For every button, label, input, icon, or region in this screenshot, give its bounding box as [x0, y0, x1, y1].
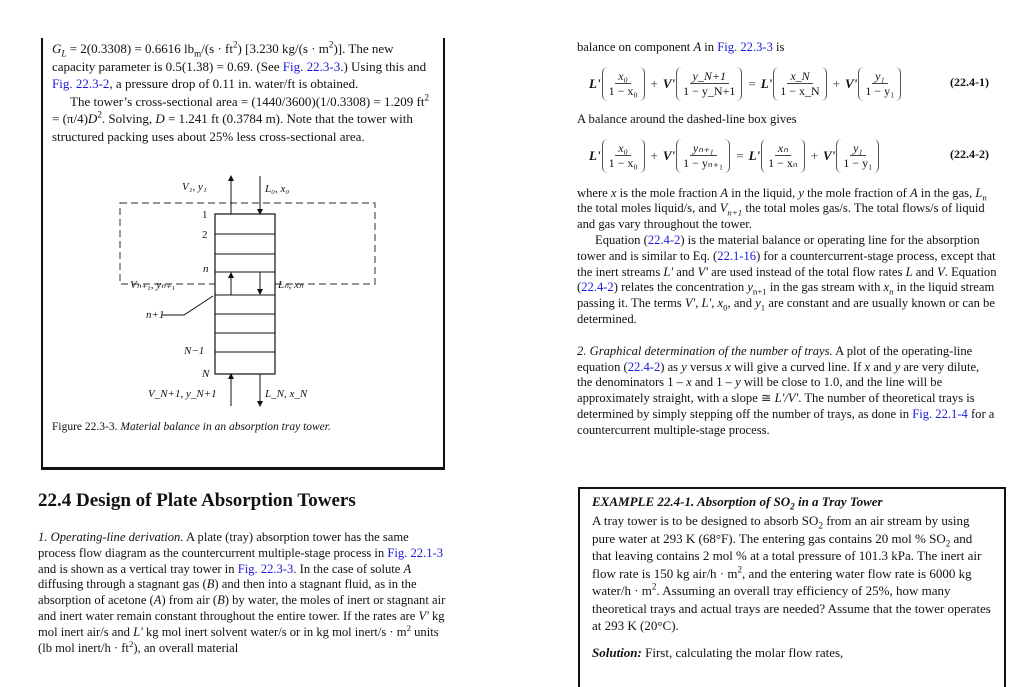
symbol: A	[153, 593, 162, 608]
text: and 1 –	[691, 375, 736, 390]
text: balance on component	[577, 40, 694, 54]
text: , and	[727, 296, 756, 311]
text: are very dilute, the denominators 1 –	[577, 359, 980, 390]
symbol: y	[735, 375, 741, 390]
symbol: D	[87, 111, 98, 126]
text: = 1.241 ft (0.3784 m). Note that the tower with structured packing uses about 25% less cross-sectional area.	[52, 111, 413, 144]
example-heading	[592, 494, 883, 510]
dashed-box-text: A balance around the dashed-line box gives	[577, 111, 797, 126]
subscript: n+1	[727, 207, 743, 218]
link-fig-22-3-3[interactable]: Fig. 22.3-3	[282, 58, 341, 74]
subscript: 2	[945, 538, 951, 549]
symbol: L'	[701, 296, 712, 311]
text: units (lb mol inert/h · ft	[38, 624, 439, 655]
example-body	[592, 512, 994, 635]
text: from an air stream by using pure water at 293 K (68°F). The entering gas contains 20 mol % SO	[592, 513, 970, 546]
text: )]. The new capacity parameter is 0.5(1.38) = 0.69. (See	[52, 41, 394, 74]
coefficient: L'	[589, 75, 601, 91]
label-lN-xN: L_N, x_N	[265, 388, 308, 400]
text: ) for a countercurrent-stage process, except that the inert streams	[577, 248, 996, 279]
symbol: y	[747, 280, 753, 295]
text: . Assuming an overall tray efficiency of 25%, how many theoretical trays and actual trays are needed? Assume that the tower operates at 293 K (20°C).	[592, 583, 991, 633]
text: kg mol inert solvent water/s or in kg mol inert/s · m	[142, 624, 407, 639]
coefficient: V'	[823, 147, 836, 163]
coefficient: L'	[748, 147, 761, 163]
subscript: n	[889, 286, 894, 297]
coefficient: L'	[589, 147, 601, 163]
text: ,	[695, 296, 702, 311]
label-tray-N-minus-1: N−1	[184, 345, 205, 357]
symbol: V'	[684, 296, 696, 311]
coefficient: V'	[845, 75, 858, 91]
text: and	[870, 359, 895, 374]
label-tray-2: 2	[202, 229, 208, 241]
text: where	[577, 185, 611, 200]
text: . Solving,	[101, 111, 156, 126]
text: ) as	[660, 359, 682, 374]
text: in	[701, 40, 718, 54]
equation-22-4-2	[577, 134, 997, 178]
superscript: 2	[328, 39, 334, 50]
text: A plate (tray) absorption tower has the same process flow diagram as the countercurrent multiple-stage process in	[38, 530, 409, 560]
superscript: 2	[737, 564, 743, 575]
link-eq-22-1-16[interactable]: 22.1-16	[717, 248, 757, 263]
label-tray-1: 1	[202, 209, 208, 221]
symbol: x	[883, 280, 890, 295]
text: A tray tower is to be designed to absorb SO	[592, 513, 819, 528]
superscript: 2	[651, 581, 657, 592]
text: ) by water, the moles of inert or stagnant air and inert water remain constant throughout the entire tower. If the rates are	[38, 593, 446, 623]
superscript: 2	[97, 109, 102, 120]
text: EXAMPLE 22.4-1. Absorption of SO	[592, 494, 791, 509]
text: in the liquid stream passing it. The terms	[577, 280, 995, 311]
text: .) Using this and	[340, 58, 427, 74]
label-v1-y1: V₁, y₁	[182, 181, 207, 193]
left-top-text	[52, 40, 432, 145]
text: in the liquid,	[728, 185, 799, 200]
label-tray-N: N	[202, 368, 210, 380]
symbol: A	[403, 561, 412, 576]
subscript: 1	[760, 302, 766, 313]
numerator: y₁	[872, 69, 888, 84]
text: . Equation (	[577, 264, 997, 295]
text: = 2(0.3308) = 0.6616 lb	[66, 41, 195, 56]
paren-group	[761, 139, 805, 173]
figure-caption	[52, 421, 331, 433]
numerator: xₙ	[775, 141, 791, 156]
superscript: 2	[424, 92, 430, 103]
symbol: A	[693, 40, 702, 54]
superscript: 2	[406, 622, 411, 633]
equation-number: (22.4-1)	[950, 74, 989, 89]
symbol: L	[905, 264, 913, 279]
symbol: D	[155, 111, 165, 126]
text: , and the entering water flow rate is 6000 kg water/h · m	[592, 565, 972, 598]
equation-number: (22.4-2)	[950, 146, 989, 161]
text: in a Tray Tower	[794, 494, 883, 509]
numerator: y_N+1	[690, 69, 729, 84]
subscript: 0	[723, 302, 728, 313]
text: in the gas stream with	[766, 280, 884, 295]
denominator: 1 − y₁	[843, 155, 873, 170]
symbol: y	[894, 359, 901, 374]
link-eq-22-4-2[interactable]: 22.4-2	[581, 280, 614, 295]
text: are constant and are usually known or can be determined.	[577, 296, 995, 326]
text: ) and then into a stagnant fluid, as in the absorption of acetone (	[38, 577, 417, 608]
numerator: x₀	[615, 69, 631, 84]
operator: +	[832, 75, 841, 91]
numerator: y₁	[850, 141, 866, 156]
symbol: B	[217, 593, 225, 608]
symbol: A	[720, 185, 729, 200]
denominator: 1 − x₀	[608, 155, 638, 170]
label-tray-n: n	[203, 263, 209, 275]
label-l0-x0: L₀, x₀	[265, 183, 290, 195]
text: = (π/4)	[52, 111, 88, 126]
text: the total moles gas/s. The total flows/s of liquid and gas vary throughout the tower.	[577, 201, 985, 232]
label-vn1-yn1: Vₙ₊₁, yₙ₊₁	[130, 279, 176, 291]
text: A plot of the operating-line equation (	[577, 343, 973, 374]
symbol: x	[717, 296, 724, 311]
symbol: V	[937, 264, 945, 279]
numerator: yₙ₊₁	[690, 141, 717, 156]
link-fig-22-3-3[interactable]: Fig. 22.3-3	[717, 40, 773, 54]
paragraph-graphical	[577, 344, 997, 439]
text: ) [3.230 kg/(s · m	[237, 41, 329, 56]
symbol: L'	[133, 624, 143, 639]
symbol: x	[864, 359, 871, 374]
superscript: 2	[128, 638, 134, 649]
text: and	[673, 264, 698, 279]
label-ln-xn: Lₙ, xₙ	[278, 279, 304, 291]
symbol: x	[610, 185, 617, 200]
text: ) is the material balance or operating line for the absorption tower and is similar to Eq. (	[577, 232, 980, 263]
text: ) relates the concentration	[613, 280, 748, 295]
operator: =	[736, 147, 744, 163]
subscript: 2	[818, 520, 823, 531]
text: the total moles liquid/s, and	[577, 201, 720, 216]
denominator: 1 − yₙ₊₁	[683, 155, 724, 170]
link-eq-22-4-2[interactable]: 22.4-2	[647, 232, 681, 247]
paren-group	[602, 67, 645, 101]
denominator: 1 − x_N	[780, 83, 820, 98]
paragraph-area	[52, 93, 432, 146]
text: is	[772, 40, 785, 54]
paragraph-lead: 1. Operating-line derivation.	[38, 530, 184, 544]
caption-number: Figure 22.3-3.	[52, 421, 121, 433]
symbol: L'	[663, 264, 674, 279]
paren-group	[858, 67, 901, 101]
symbol: V	[719, 201, 728, 216]
text: and is shown as a vertical tray tower in	[38, 561, 238, 576]
text: , a pressure drop of 0.11 in. water/ft is obtained.	[109, 76, 359, 91]
paren-group	[676, 139, 730, 173]
link-fig-22-1-3[interactable]: Fig. 22.1-3	[387, 545, 444, 560]
text: kg mol inert air/s and	[38, 608, 445, 639]
right-column	[577, 40, 997, 439]
link-fig-22-3-3[interactable]: Fig. 22.3-3	[237, 561, 294, 576]
operator: =	[748, 75, 756, 91]
symbol: x	[725, 359, 731, 374]
caption-text: Material balance in an absorption tray tower.	[120, 421, 331, 433]
text: is the mole fraction	[616, 185, 721, 200]
denominator: 1 − x₀	[608, 83, 638, 98]
subscript: n	[982, 192, 987, 203]
text: in the gas,	[917, 185, 976, 200]
text: ,	[711, 296, 718, 311]
example-solution	[592, 645, 843, 661]
text: . In the case of solute	[293, 561, 404, 576]
operator: +	[650, 147, 658, 163]
section-heading: 22.4 Design of Plate Absorption Towers	[38, 490, 356, 511]
text: ), an overall material	[133, 640, 239, 655]
text: the mole fraction of	[804, 185, 910, 200]
text: will give a curved line. If	[730, 359, 865, 374]
coefficient: V'	[662, 75, 676, 91]
paren-group	[773, 67, 826, 101]
text: ) from air (	[161, 593, 218, 608]
paragraph-lead: 2. Graphical determination of the number of trays.	[577, 343, 833, 358]
paragraph-gl	[52, 40, 432, 93]
symbol: L'/V'	[774, 391, 799, 406]
superscript: 2	[233, 39, 238, 50]
symbol: x	[686, 375, 692, 390]
operator: +	[810, 147, 819, 163]
coefficient: L'	[760, 75, 773, 91]
subscript: n+1	[752, 286, 767, 297]
symbol: V'	[697, 264, 708, 279]
solution-label: Solution:	[592, 645, 642, 660]
numerator: x₀	[615, 141, 631, 156]
denominator: 1 − y₁	[865, 83, 895, 98]
text: and that leaving contains 2 mol % at a total pressure of 101.3 kPa. The inert air flow rate is 150 kg air/h · m	[592, 530, 982, 581]
text: The tower’s cross-sectional area = (1440/3600)(1/0.3308) = 1.209 ft	[70, 93, 425, 109]
text: diffusing through a stagnant gas (	[38, 577, 207, 592]
label-tray-n-plus-1: n+1	[146, 309, 165, 321]
text: versus	[686, 359, 726, 374]
symbol: y	[681, 359, 687, 374]
link-eq-22-4-2[interactable]: 22.4-2	[627, 359, 661, 374]
numerator: x_N	[787, 69, 812, 84]
paragraph-where	[577, 186, 997, 233]
symbol: V'	[418, 608, 429, 623]
text: will be close to 1.0, and the line will be approximately straight, with a slope ≅	[577, 375, 943, 406]
symbol: A	[909, 185, 918, 200]
section-paragraph	[38, 530, 448, 656]
intro-text	[577, 40, 997, 56]
label-vN1-yN1: V_N+1, y_N+1	[148, 388, 217, 400]
text: /(s · ft	[201, 41, 233, 56]
paren-group	[602, 139, 645, 173]
coefficient: V'	[662, 147, 676, 163]
denominator: 1 − xₙ	[768, 155, 798, 170]
text: for a countercurrent multiple-stage process.	[577, 406, 995, 437]
paren-group	[836, 139, 879, 173]
text: and	[912, 264, 938, 279]
text: are used instead of the total flow rates	[707, 264, 906, 279]
subscript: 2	[790, 501, 795, 512]
operator: +	[650, 75, 658, 91]
symbol: G	[52, 41, 62, 56]
symbol: y	[755, 296, 761, 311]
symbol: L	[975, 185, 983, 200]
solution-text: First, calculating the molar flow rates,	[641, 645, 844, 660]
link-fig-22-1-4[interactable]: Fig. 22.1-4	[912, 406, 968, 421]
subscript: L	[61, 48, 67, 59]
text: . The number of theoretical trays is determined by simply stepping off the number of trays, as done in	[577, 391, 975, 421]
link-fig-22-3-2[interactable]: Fig. 22.3-2	[52, 76, 110, 91]
paragraph-equation	[577, 233, 997, 328]
denominator: 1 − y_N+1	[683, 83, 736, 98]
tray-tower-diagram	[110, 168, 400, 408]
subscript: m	[194, 48, 202, 59]
paren-group	[676, 67, 742, 101]
equation-22-4-1	[577, 62, 997, 106]
symbol: B	[206, 577, 215, 592]
symbol: y	[798, 185, 804, 200]
text: Equation (	[595, 232, 648, 247]
